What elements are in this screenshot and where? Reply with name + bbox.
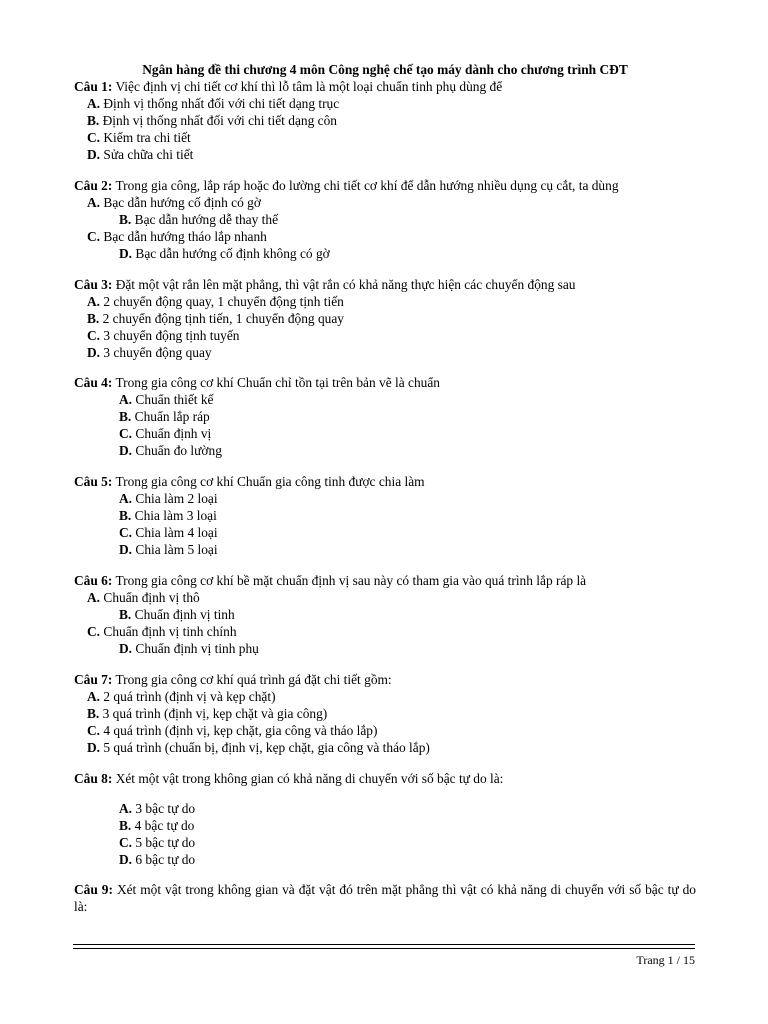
answer-option [74, 442, 696, 459]
option-text: Chuẩn định vị tinh [134, 606, 235, 622]
question-label: Câu 7: [74, 671, 113, 687]
option-text: Chuẩn đo lường [135, 443, 222, 459]
question-8 [74, 770, 696, 868]
answer-option [74, 327, 696, 344]
option-letter: C. [87, 623, 101, 639]
question-label: Câu 3: [74, 276, 113, 292]
question-text: Trong gia công cơ khí Chuẩn gia công tinh được chia làm [115, 474, 425, 490]
option-letter: D. [119, 640, 133, 656]
option-text: 4 quá trình (định vị, kẹp chặt, gia công và tháo lắp) [103, 722, 378, 738]
answer-option [74, 245, 696, 262]
option-text: Chia làm 4 loại [135, 525, 218, 541]
answer-option [74, 310, 696, 327]
option-text: 3 chuyển động quay [103, 344, 212, 360]
option-letter: C. [87, 228, 101, 244]
question-text: Trong gia công cơ khí quá trình gá đặt chi tiết gồm: [115, 671, 392, 687]
question-stem [74, 374, 696, 391]
document-title: Ngân hàng đề thi chương 4 môn Công nghệ chế tạo máy dành cho chương trình CĐT [142, 62, 628, 77]
question-6 [74, 572, 696, 657]
answer-option [74, 541, 696, 558]
footer-rule-thick [73, 944, 695, 945]
option-letter: B. [119, 508, 132, 524]
option-letter: A. [119, 800, 133, 816]
question-text: Đặt một vật rắn lên mặt phẳng, thì vật rắn có khả năng thực hiện các chuyển động sau [115, 276, 576, 292]
question-text: Xét một vật trong không gian có khả năng di chuyển với số bậc tự do là: [115, 770, 504, 786]
answer-option [74, 817, 696, 834]
answer-option [74, 722, 696, 739]
option-text: Chuẩn định vị thô [103, 589, 200, 605]
option-text: Bạc dẫn hướng dễ thay thế [134, 211, 279, 227]
option-text: Chuẩn định vị tinh chính [103, 623, 237, 639]
option-text: 5 bậc tự do [135, 834, 196, 850]
option-text: 2 chuyển động quay, 1 chuyển động tịnh tiến [103, 293, 344, 309]
option-letter: A. [87, 293, 101, 309]
option-letter: A. [87, 194, 101, 210]
answer-option [74, 507, 696, 524]
question-2 [74, 177, 696, 262]
answer-option [74, 194, 696, 211]
option-text: Kiểm tra chi tiết [103, 130, 191, 145]
answer-option [74, 688, 696, 705]
question-label: Câu 4: [74, 375, 113, 391]
option-letter: D. [119, 245, 133, 261]
option-text: 4 bậc tự do [134, 817, 195, 833]
answer-option [74, 211, 696, 228]
option-letter: A. [87, 96, 101, 111]
question-stem [74, 770, 696, 787]
option-text: Định vị thống nhất đối với chi tiết dạng trục [103, 96, 340, 111]
option-letter: A. [87, 688, 101, 704]
answer-option [74, 834, 696, 851]
question-3 [74, 276, 696, 361]
option-letter: D. [87, 344, 101, 360]
question-stem [74, 177, 696, 194]
option-letter: B. [87, 705, 100, 721]
option-letter: D. [87, 147, 101, 162]
question-7 [74, 671, 696, 756]
answer-option [74, 293, 696, 310]
option-letter: D. [119, 443, 133, 459]
answer-option [74, 344, 696, 361]
answer-option [74, 589, 696, 606]
document-body [74, 61, 696, 929]
option-text: 3 quá trình (định vị, kẹp chặt và gia công) [102, 705, 328, 721]
answer-option [74, 408, 696, 425]
option-text: 3 bậc tự do [135, 800, 196, 816]
option-letter: C. [119, 834, 133, 850]
option-letter: B. [87, 113, 100, 128]
option-letter: D. [119, 542, 133, 558]
answer-option [74, 524, 696, 541]
option-text: Chuẩn định vị [135, 426, 212, 442]
answer-option [74, 129, 696, 146]
answer-option [74, 112, 696, 129]
option-letter: B. [87, 310, 100, 326]
option-text: Chuẩn lắp ráp [134, 409, 210, 425]
option-letter: B. [119, 817, 132, 833]
question-5 [74, 473, 696, 558]
option-letter: C. [87, 327, 101, 343]
question-label: Câu 6: [74, 572, 113, 588]
answer-option [74, 705, 696, 722]
option-letter: A. [119, 491, 133, 507]
option-letter: C. [87, 722, 101, 738]
question-stem [74, 881, 696, 915]
option-text: 3 chuyển động tịnh tuyến [103, 327, 240, 343]
question-label: Câu 1: [74, 79, 113, 94]
answer-option [74, 425, 696, 442]
option-text: 5 quá trình (chuẩn bị, định vị, kẹp chặt, gia công và tháo lắp) [103, 739, 430, 755]
answer-option [74, 640, 696, 657]
option-text: Bạc dẫn hướng cố định không có gờ [135, 245, 330, 261]
answer-option [74, 95, 696, 112]
option-letter: B. [119, 606, 132, 622]
question-text: Trong gia công cơ khí bề mặt chuẩn định vị sau này có tham gia vào quá trình lắp ráp là [115, 572, 587, 588]
question-text: Xét một vật trong không gian và đặt vật đó trên mặt phẳng thì vật có khả năng di chuyển với số bậc tự do là: [74, 882, 696, 915]
option-letter: C. [119, 525, 133, 541]
option-letter: C. [87, 130, 101, 145]
answer-option [74, 391, 696, 408]
option-letter: D. [119, 851, 133, 867]
question-1 [74, 78, 696, 163]
option-text: 2 chuyển động tịnh tiến, 1 chuyển động quay [102, 310, 344, 326]
question-stem [74, 572, 696, 589]
question-stem [74, 78, 696, 95]
spacer [74, 787, 696, 800]
question-4 [74, 374, 696, 459]
option-text: Chia làm 3 loại [134, 508, 217, 524]
footer-rule-thin [73, 948, 695, 949]
option-text: Bạc dẫn hướng cố định có gờ [103, 194, 261, 210]
option-letter: B. [119, 211, 132, 227]
option-text: Chia làm 2 loại [135, 491, 218, 507]
answer-option [74, 851, 696, 868]
question-text: Trong gia công cơ khí Chuẩn chỉ tồn tại trên bản vẽ là chuẩn [115, 375, 440, 391]
option-text: Chuẩn thiết kế [135, 392, 214, 408]
question-label: Câu 8: [74, 770, 113, 786]
answer-option [74, 739, 696, 756]
option-text: 2 quá trình (định vị và kẹp chặt) [103, 688, 276, 704]
answer-option [74, 490, 696, 507]
option-text: Định vị thống nhất đối với chi tiết dạng côn [102, 113, 337, 128]
question-label: Câu 5: [74, 474, 113, 490]
page-number: Trang 1 / 15 [636, 953, 695, 967]
question-label: Câu 9: [74, 882, 113, 898]
option-text: 6 bậc tự do [135, 851, 196, 867]
question-label: Câu 2: [74, 177, 113, 193]
question-9 [74, 881, 696, 915]
option-letter: A. [119, 392, 133, 408]
option-text: Sửa chữa chi tiết [103, 147, 194, 162]
question-stem [74, 473, 696, 490]
answer-option [74, 800, 696, 817]
question-stem [74, 671, 696, 688]
question-text: Việc định vị chi tiết cơ khí thì lỗ tâm là một loại chuẩn tinh phụ dùng để [115, 79, 503, 94]
option-letter: A. [87, 589, 101, 605]
answer-option [74, 606, 696, 623]
answer-option [74, 228, 696, 245]
option-text: Bạc dẫn hướng tháo lắp nhanh [103, 228, 267, 244]
answer-option [74, 146, 696, 163]
option-letter: B. [119, 409, 132, 425]
option-letter: C. [119, 426, 133, 442]
option-text: Chuẩn định vị tinh phụ [135, 640, 259, 656]
option-text: Chia làm 5 loại [135, 542, 218, 558]
option-letter: D. [87, 739, 101, 755]
answer-option [74, 623, 696, 640]
question-text: Trong gia công, lắp ráp hoặc đo lường chi tiết cơ khí để dẫn hướng nhiều dụng cụ cắt, ta dùng [115, 177, 619, 193]
question-stem [74, 276, 696, 293]
question-list [74, 78, 696, 915]
